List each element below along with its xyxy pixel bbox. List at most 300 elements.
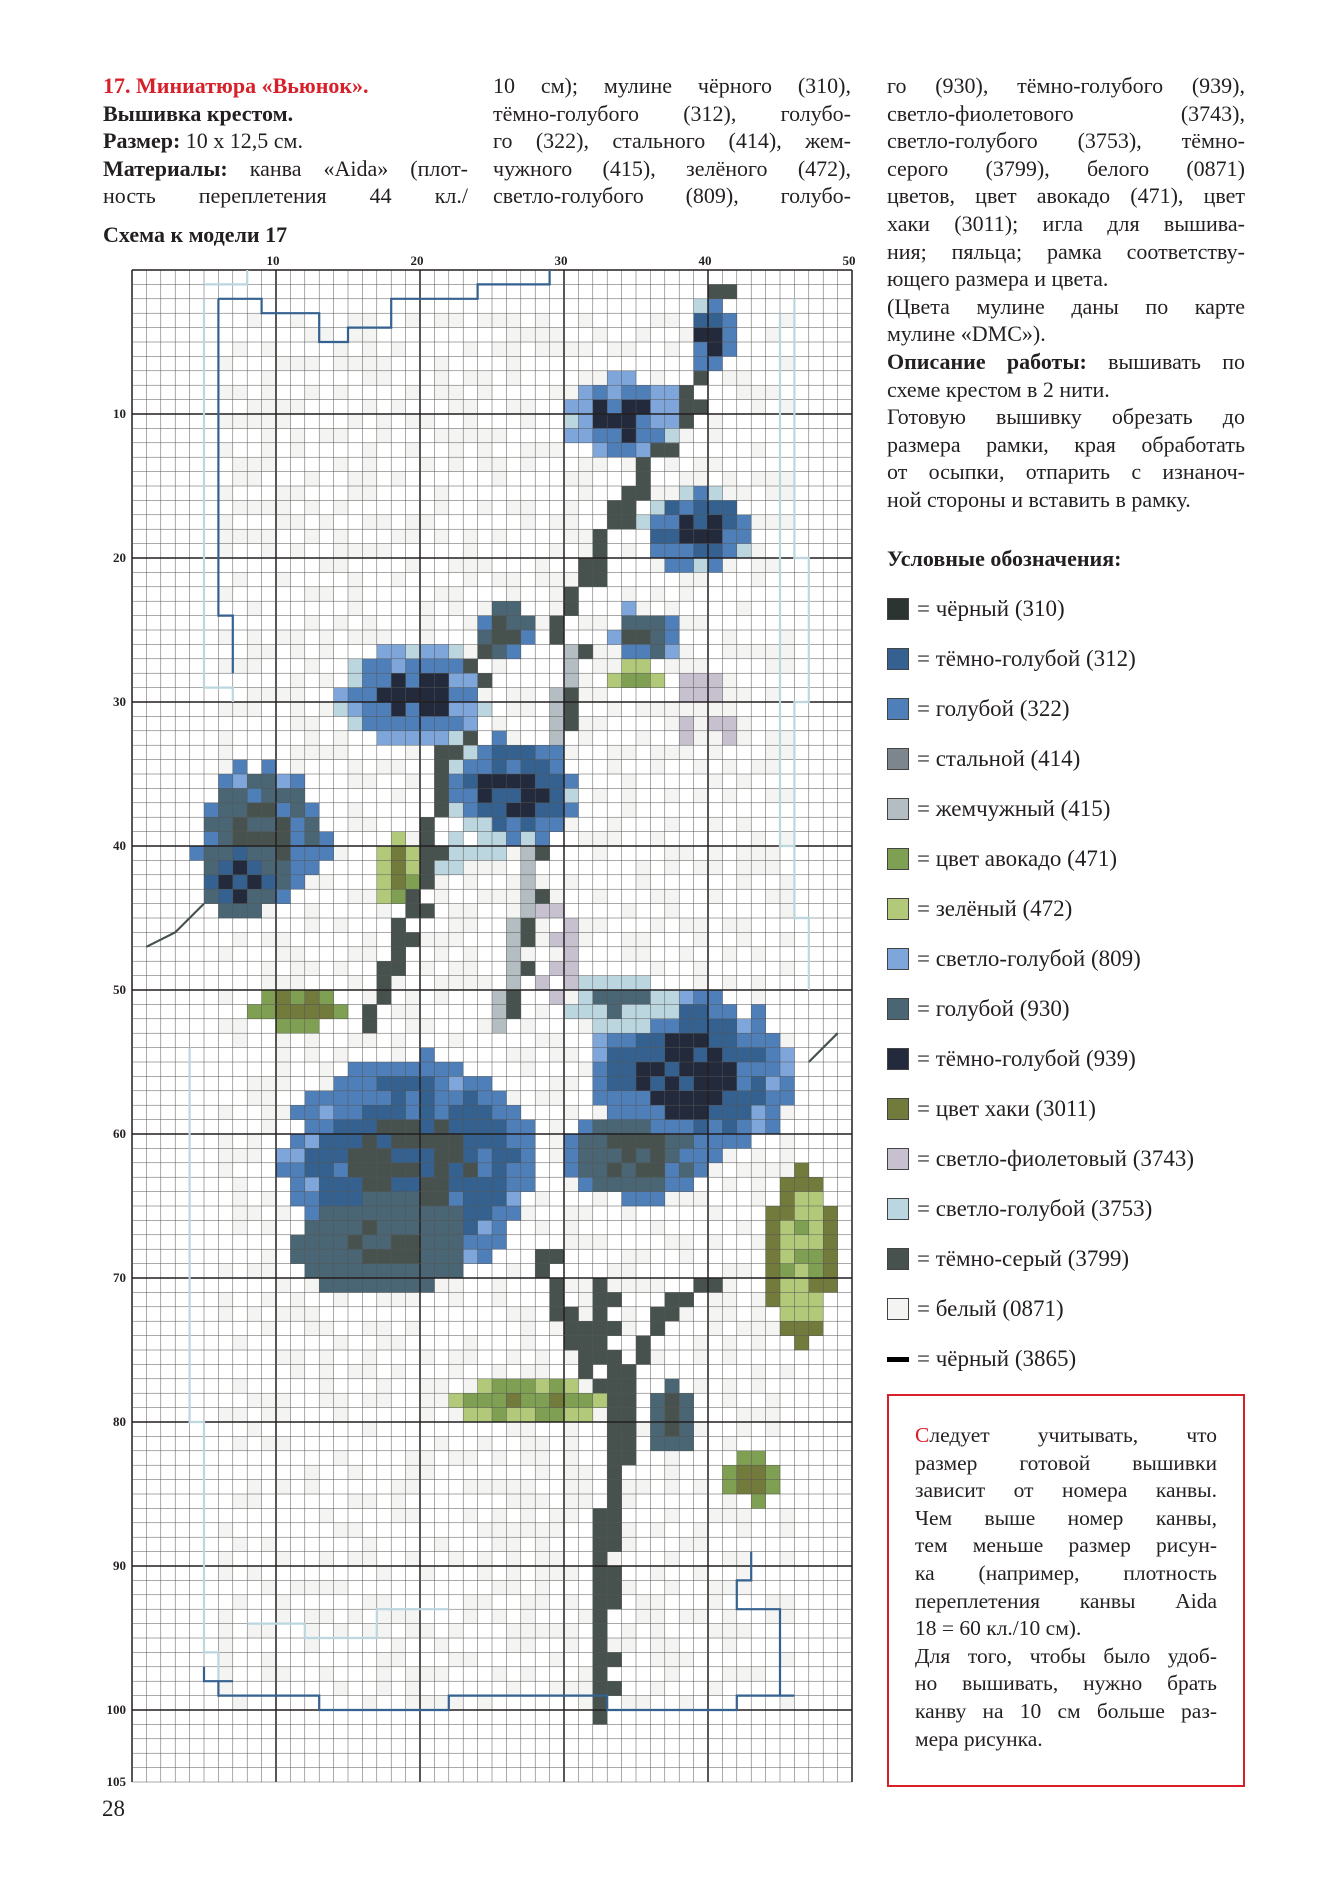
- legend-label: = голубой (322): [917, 696, 1070, 721]
- stitch-cell: [694, 659, 709, 674]
- stitch-cell: [636, 486, 651, 501]
- stitch-cell: [607, 414, 622, 429]
- cross-stitch-chart: [88, 248, 858, 1803]
- stitch-cell: [377, 702, 392, 717]
- stitch-cell: [218, 1638, 233, 1653]
- stitch-cell: [550, 1033, 565, 1048]
- stitch-cell: [276, 976, 291, 991]
- stitch-cell: [420, 932, 435, 947]
- stitch-cell: [679, 486, 694, 501]
- stitch-cell: [449, 1451, 464, 1466]
- stitch-cell: [262, 500, 277, 515]
- stitch-cell: [305, 1134, 320, 1149]
- stitch-cell: [233, 1192, 248, 1207]
- stitch-cell: [391, 1033, 406, 1048]
- stitch-cell: [377, 1652, 392, 1667]
- stitch-cell: [305, 616, 320, 631]
- stitch-cell: [233, 1019, 248, 1034]
- stitch-cell: [305, 1264, 320, 1279]
- stitch-cell: [694, 702, 709, 717]
- y-tick-label: 50: [113, 982, 126, 997]
- stitch-cell: [766, 515, 781, 530]
- stitch-cell: [665, 1638, 680, 1653]
- stitch-cell: [449, 1292, 464, 1307]
- stitch-cell: [377, 1192, 392, 1207]
- stitch-cell: [348, 328, 363, 343]
- stitch-cell: [276, 414, 291, 429]
- stitch-cell: [348, 1076, 363, 1091]
- stitch-cell: [694, 500, 709, 515]
- stitch-cell: [679, 1609, 694, 1624]
- stitch-cell: [650, 400, 665, 415]
- stitch-cell: [362, 947, 377, 962]
- stitch-cell: [521, 760, 536, 775]
- stitch-cell: [506, 1091, 521, 1106]
- stitch-cell: [564, 1004, 579, 1019]
- stitch-cell: [334, 500, 349, 515]
- stitch-cell: [492, 1148, 507, 1163]
- stitch-cell: [290, 875, 305, 890]
- stitch-cell: [406, 1163, 421, 1178]
- stitch-cell: [276, 817, 291, 832]
- stitch-cell: [218, 515, 233, 530]
- stitch-cell: [535, 1580, 550, 1595]
- stitch-cell: [290, 745, 305, 760]
- stitch-cell: [650, 385, 665, 400]
- stitch-cell: [737, 1163, 752, 1178]
- stitch-cell: [694, 1609, 709, 1624]
- stitch-cell: [578, 1019, 593, 1034]
- stitch-cell: [564, 716, 579, 731]
- stitch-cell: [233, 1033, 248, 1048]
- stitch-cell: [348, 1494, 363, 1509]
- stitch-cell: [694, 515, 709, 530]
- stitch-cell: [737, 385, 752, 400]
- stitch-cell: [218, 1667, 233, 1682]
- stitch-cell: [276, 1667, 291, 1682]
- stitch-cell: [665, 544, 680, 559]
- x-tick-label: 20: [410, 253, 424, 268]
- stitch-cell: [622, 1062, 637, 1077]
- stitch-cell: [434, 1076, 449, 1091]
- stitch-cell: [420, 702, 435, 717]
- stitch-cell: [406, 716, 421, 731]
- stitch-cell: [247, 688, 262, 703]
- stitch-cell: [478, 371, 493, 386]
- stitch-cell: [622, 1408, 637, 1423]
- stitch-cell: [449, 587, 464, 602]
- stitch-cell: [305, 1091, 320, 1106]
- stitch-cell: [737, 1523, 752, 1538]
- stitch-cell: [550, 745, 565, 760]
- stitch-cell: [665, 1120, 680, 1135]
- stitch-cell: [406, 832, 421, 847]
- stitch-cell: [521, 1480, 536, 1495]
- stitch-cell: [650, 918, 665, 933]
- stitch-cell: [737, 1134, 752, 1149]
- legend-label: = тёмно-голубой (939): [917, 1046, 1136, 1071]
- stitch-cell: [564, 1235, 579, 1250]
- stitch-cell: [420, 673, 435, 688]
- stitch-cell: [319, 1192, 334, 1207]
- stitch-cell: [290, 702, 305, 717]
- stitch-cell: [694, 688, 709, 703]
- stitch-cell: [665, 659, 680, 674]
- stitch-cell: [521, 1062, 536, 1077]
- stitch-cell: [665, 486, 680, 501]
- stitch-cell: [578, 1667, 593, 1682]
- stitch-cell: [434, 1235, 449, 1250]
- stitch-cell: [319, 875, 334, 890]
- stitch-cell: [622, 1436, 637, 1451]
- stitch-cell: [319, 1580, 334, 1595]
- stitch-cell: [262, 457, 277, 472]
- stitch-cell: [463, 875, 478, 890]
- stitch-cell: [679, 659, 694, 674]
- stitch-cell: [463, 760, 478, 775]
- stitch-cell: [535, 1220, 550, 1235]
- stitch-cell: [348, 889, 363, 904]
- stitch-cell: [622, 1321, 637, 1336]
- stitch-cell: [550, 1076, 565, 1091]
- stitch-cell: [607, 630, 622, 645]
- stitch-cell: [406, 313, 421, 328]
- stitch-cell: [319, 1508, 334, 1523]
- stitch-cell: [276, 400, 291, 415]
- stitch-cell: [737, 1624, 752, 1639]
- stitch-cell: [478, 1019, 493, 1034]
- stitch-cell: [722, 688, 737, 703]
- stitch-cell: [694, 616, 709, 631]
- stitch-cell: [550, 961, 565, 976]
- stitch-cell: [233, 1379, 248, 1394]
- x-tick-label: 40: [698, 253, 712, 268]
- stitch-cell: [334, 1393, 349, 1408]
- stitch-cell: [348, 702, 363, 717]
- stitch-cell: [650, 1350, 665, 1365]
- legend-title: Условные обозначения:: [887, 546, 1122, 571]
- stitch-cell: [650, 745, 665, 760]
- stitch-cell: [362, 443, 377, 458]
- stitch-cell: [492, 572, 507, 587]
- stitch-cell: [463, 1120, 478, 1135]
- stitch-cell: [449, 428, 464, 443]
- materials-line-8: го (930), тёмно-голубого (939),: [887, 73, 1245, 98]
- stitch-cell: [650, 630, 665, 645]
- stitch-cell: [478, 1091, 493, 1106]
- stitch-cell: [535, 832, 550, 847]
- stitch-cell: [737, 544, 752, 559]
- stitch-cell: [694, 1566, 709, 1581]
- stitch-cell: [607, 371, 622, 386]
- stitch-cell: [305, 803, 320, 818]
- stitch-cell: [420, 1019, 435, 1034]
- stitch-cell: [737, 1451, 752, 1466]
- stitch-cell: [290, 356, 305, 371]
- stitch-cell: [564, 529, 579, 544]
- stitch-cell: [722, 1292, 737, 1307]
- stitch-cell: [247, 630, 262, 645]
- stitch-cell: [665, 428, 680, 443]
- materials-line-6: чужного (415), зелёного (472),: [493, 155, 851, 181]
- stitch-cell: [506, 788, 521, 803]
- stitch-cell: [636, 1350, 651, 1365]
- stitch-cell: [535, 1465, 550, 1480]
- stitch-cell: [708, 1508, 723, 1523]
- stitch-cell: [564, 472, 579, 487]
- stitch-cell: [766, 788, 781, 803]
- legend-swatch: [887, 1098, 909, 1120]
- stitch-cell: [766, 1120, 781, 1135]
- stitch-cell: [319, 1393, 334, 1408]
- stitch-cell: [650, 515, 665, 530]
- stitch-cell: [535, 904, 550, 919]
- stitch-cell: [492, 1163, 507, 1178]
- stitch-cell: [766, 1220, 781, 1235]
- stitch-cell: [233, 1206, 248, 1221]
- stitch-cell: [262, 428, 277, 443]
- stitch-cell: [492, 889, 507, 904]
- stitch-cell: [564, 918, 579, 933]
- stitch-cell: [233, 846, 248, 861]
- stitch-cell: [218, 745, 233, 760]
- stitch-cell: [679, 1235, 694, 1250]
- stitch-cell: [406, 1192, 421, 1207]
- stitch-cell: [406, 1004, 421, 1019]
- stitch-cell: [794, 1220, 809, 1235]
- stitch-cell: [766, 1206, 781, 1221]
- stitch-cell: [751, 1033, 766, 1048]
- stitch-cell: [665, 1408, 680, 1423]
- stitch-cell: [276, 500, 291, 515]
- stitch-cell: [607, 1004, 622, 1019]
- stitch-cell: [348, 1192, 363, 1207]
- stitch-cell: [377, 515, 392, 530]
- stitch-cell: [650, 1307, 665, 1322]
- stitch-cell: [420, 731, 435, 746]
- stitch-cell: [305, 1580, 320, 1595]
- stitch-cell: [751, 1321, 766, 1336]
- stitch-cell: [334, 1249, 349, 1264]
- stitch-cell: [434, 1264, 449, 1279]
- stitch-cell: [679, 1076, 694, 1091]
- stitch-cell: [319, 673, 334, 688]
- stitch-cell: [463, 572, 478, 587]
- stitch-cell: [665, 1451, 680, 1466]
- stitch-cell: [578, 385, 593, 400]
- stitch-cell: [334, 1091, 349, 1106]
- stitch-cell: [434, 371, 449, 386]
- stitch-cell: [362, 1004, 377, 1019]
- stitch-cell: [550, 1523, 565, 1538]
- stitch-cell: [593, 1696, 608, 1711]
- stitch-cell: [305, 1192, 320, 1207]
- stitch-cell: [607, 1379, 622, 1394]
- stitch-cell: [650, 1681, 665, 1696]
- stitch-cell: [319, 587, 334, 602]
- stitch-cell: [636, 673, 651, 688]
- stitch-cell: [506, 1552, 521, 1567]
- stitch-cell: [362, 328, 377, 343]
- stitch-cell: [650, 1566, 665, 1581]
- stitch-cell: [449, 1652, 464, 1667]
- stitch-cell: [679, 716, 694, 731]
- stitch-cell: [434, 1177, 449, 1192]
- stitch-cell: [780, 1048, 795, 1063]
- stitch-cell: [506, 702, 521, 717]
- stitch-cell: [463, 1249, 478, 1264]
- stitch-cell: [722, 515, 737, 530]
- stitch-cell: [722, 1033, 737, 1048]
- stitch-cell: [694, 529, 709, 544]
- stitch-cell: [334, 745, 349, 760]
- stitch-cell: [622, 400, 637, 415]
- stitch-cell: [578, 976, 593, 991]
- stitch-cell: [362, 1393, 377, 1408]
- stitch-cell: [506, 356, 521, 371]
- stitch-cell: [550, 1652, 565, 1667]
- stitch-cell: [305, 1148, 320, 1163]
- stitch-cell: [722, 472, 737, 487]
- stitch-cell: [665, 860, 680, 875]
- stitch-cell: [694, 860, 709, 875]
- stitch-cell: [780, 1696, 795, 1711]
- stitch-cell: [506, 572, 521, 587]
- stitch-cell: [434, 486, 449, 501]
- stitch-cell: [290, 515, 305, 530]
- stitch-cell: [478, 1480, 493, 1495]
- stitch-cell: [650, 1652, 665, 1667]
- stitch-cell: [247, 904, 262, 919]
- stitch-cell: [550, 443, 565, 458]
- stitch-cell: [622, 659, 637, 674]
- stitch-cell: [694, 1004, 709, 1019]
- legend-label: = чёрный (3865): [917, 1346, 1077, 1371]
- stitch-cell: [550, 1091, 565, 1106]
- stitch-cell: [722, 500, 737, 515]
- stitch-cell: [535, 918, 550, 933]
- stitch-cell: [535, 1350, 550, 1365]
- stitch-cell: [578, 1278, 593, 1293]
- stitch-cell: [751, 1076, 766, 1091]
- stitch-cell: [722, 1076, 737, 1091]
- stitch-cell: [463, 947, 478, 962]
- stitch-cell: [737, 1321, 752, 1336]
- stitch-cell: [290, 774, 305, 789]
- stitch-cell: [348, 1364, 363, 1379]
- stitch-cell: [319, 1206, 334, 1221]
- stitch-cell: [593, 1163, 608, 1178]
- stitch-cell: [506, 500, 521, 515]
- stitch-cell: [593, 688, 608, 703]
- stitch-cell: [722, 918, 737, 933]
- stitch-cell: [751, 860, 766, 875]
- stitch-cell: [694, 1076, 709, 1091]
- stitch-cell: [506, 644, 521, 659]
- stitch-cell: [708, 342, 723, 357]
- description-label: Описание работы:: [887, 348, 1087, 374]
- stitch-cell: [449, 803, 464, 818]
- stitch-cell: [665, 1091, 680, 1106]
- stitch-cell: [766, 1048, 781, 1063]
- stitch-cell: [506, 400, 521, 415]
- stitch-cell: [751, 1408, 766, 1423]
- stitch-cell: [377, 846, 392, 861]
- stitch-cell: [708, 1624, 723, 1639]
- stitch-cell: [348, 1220, 363, 1235]
- stitch-cell: [622, 1379, 637, 1394]
- legend-swatch: [887, 1357, 909, 1362]
- stitch-cell: [622, 1422, 637, 1437]
- stitch-cell: [550, 731, 565, 746]
- stitch-cell: [607, 1638, 622, 1653]
- stitch-cell: [737, 817, 752, 832]
- stitch-cell: [492, 659, 507, 674]
- stitch-cell: [406, 1076, 421, 1091]
- stitch-cell: [247, 817, 262, 832]
- stitch-cell: [780, 1264, 795, 1279]
- stitch-cell: [449, 760, 464, 775]
- stitch-cell: [348, 572, 363, 587]
- stitch-cell: [377, 630, 392, 645]
- stitch-cell: [636, 1696, 651, 1711]
- stitch-cell: [506, 1681, 521, 1696]
- stitch-cell: [578, 1379, 593, 1394]
- stitch-cell: [262, 1408, 277, 1423]
- stitch-cell: [622, 932, 637, 947]
- stitch-cell: [463, 1192, 478, 1207]
- stitch-cell: [665, 990, 680, 1005]
- materials-line-15: ющего размера и цвета.: [887, 266, 1109, 292]
- stitch-cell: [708, 716, 723, 731]
- stitch-cell: [420, 1393, 435, 1408]
- stitch-cell: [564, 1350, 579, 1365]
- stitch-cell: [218, 1163, 233, 1178]
- stitch-cell: [247, 788, 262, 803]
- stitch-cell: [492, 1364, 507, 1379]
- description-line-1: [887, 348, 1245, 376]
- stitch-cell: [391, 644, 406, 659]
- stitch-cell: [420, 1206, 435, 1221]
- stitch-cell: [377, 1206, 392, 1221]
- stitch-cell: [550, 1307, 565, 1322]
- stitch-cell: [334, 1451, 349, 1466]
- stitch-cell: [290, 1019, 305, 1034]
- stitch-cell: [766, 1609, 781, 1624]
- stitch-cell: [290, 976, 305, 991]
- stitch-cell: [722, 1148, 737, 1163]
- stitch-cell: [463, 688, 478, 703]
- stitch-cell: [665, 904, 680, 919]
- stitch-cell: [564, 342, 579, 357]
- stitch-cell: [420, 688, 435, 703]
- stitch-cell: [262, 400, 277, 415]
- stitch-cell: [478, 1134, 493, 1149]
- stitch-cell: [262, 860, 277, 875]
- stitch-cell: [593, 1292, 608, 1307]
- stitch-cell: [521, 630, 536, 645]
- stitch-cell: [506, 1580, 521, 1595]
- stitch-cell: [449, 961, 464, 976]
- stitch-cell: [593, 1321, 608, 1336]
- stitch-cell: [506, 1350, 521, 1365]
- stitch-cell: [434, 529, 449, 544]
- stitch-cell: [708, 1033, 723, 1048]
- stitch-cell: [406, 731, 421, 746]
- stitch-cell: [636, 1249, 651, 1264]
- stitch-cell: [262, 414, 277, 429]
- stitch-cell: [679, 558, 694, 573]
